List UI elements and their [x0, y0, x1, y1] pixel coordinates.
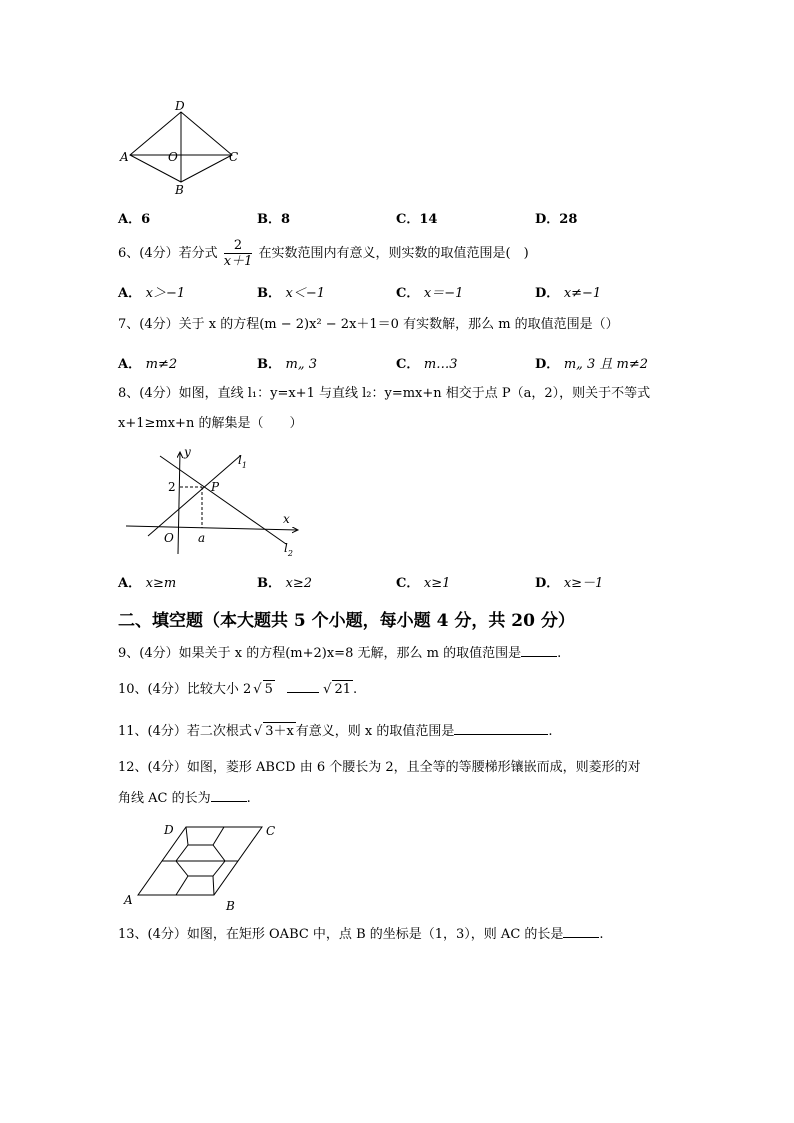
label-a: a: [198, 531, 206, 545]
label-C: C: [229, 150, 239, 164]
question-9: 9、(4分）如果关于 x 的方程(m+2)x=8 无解，那么 m 的取值范围是 .: [118, 646, 562, 661]
label-P: P: [211, 480, 220, 494]
label-C: C: [266, 824, 276, 838]
question-7: 7、(4分）关于 x 的方程(m − 2)x² − 2x＋1＝0 有实数解，那么 m 的取值范围是（）: [118, 317, 619, 332]
label-A: A: [120, 150, 129, 164]
label-O: O: [168, 150, 178, 164]
q8-option-a: A． x≥m: [118, 576, 177, 591]
q5-option-a: A．6: [118, 212, 151, 227]
question-8-line1: 8、(4分）如图，直线 l₁：y=x+1 与直线 l₂：y=mx+n 相交于点 P（a，2），则关于不等式: [118, 386, 651, 401]
question-11: 11、(4分）若二次根式 √ 3＋x 有意义，则 x 的取值范围是 .: [118, 724, 553, 739]
label-y-axis: y: [184, 445, 191, 459]
q7-option-a: A． m≠2: [118, 357, 178, 372]
q8-option-c: C． x≥1: [396, 576, 451, 591]
q7-option-c: C． m…3: [396, 357, 458, 372]
lines-figure: [118, 444, 308, 564]
question-6: 6、(4分）若分式 $\frac{2}{x+1}$ 在实数范围内有意义，则实数的取值范围是( ): [118, 238, 529, 269]
q8-option-b: B． x≥2: [257, 576, 313, 591]
label-l2: $l_2$: [284, 541, 293, 558]
label-O: O: [164, 531, 174, 545]
question-8-line2: x+1≥mx+n 的解集是（ ）: [118, 416, 303, 431]
q5-option-b: B．8: [257, 212, 291, 227]
label-B: B: [175, 183, 184, 196]
label-D: D: [175, 99, 185, 113]
label-two: 2: [168, 480, 176, 494]
rhombus-figure: [118, 98, 248, 196]
q6-fraction: $\frac{2}{x+1}$: [223, 238, 253, 269]
question-13: 13、(4分）如图，在矩形 OABC 中，点 B 的坐标是（1，3），则 AC 的长是 .: [118, 927, 604, 942]
q5-option-d: D．28: [535, 212, 578, 227]
q6-option-c: C． x＝−1: [396, 286, 464, 301]
tiling-figure: [118, 818, 288, 914]
q8-option-d: D． x≥－1: [535, 576, 604, 591]
label-l1: $l_1$: [238, 453, 247, 470]
question-12-line2: 角线 AC 的长为 .: [118, 791, 251, 806]
q7-option-b: B． m„ 3: [257, 357, 317, 372]
q5-option-c: C．14: [396, 212, 438, 227]
q6-option-d: D． x≠−1: [535, 286, 602, 301]
label-A: A: [124, 893, 133, 907]
label-B: B: [226, 899, 235, 913]
section-2-title: 二、填空题（本大题共 5 个小题，每小题 4 分，共 20 分）: [118, 611, 575, 631]
q7-option-d: D． m„ 3 且 m≠2: [535, 357, 649, 372]
label-D: D: [164, 823, 174, 837]
question-10: 10、(4分）比较大小 2 √ 5 √ 21 .: [118, 682, 358, 697]
question-12-line1: 12、(4分）如图，菱形 ABCD 由 6 个腰长为 2，且全等的等腰梯形镶嵌而成，则菱形的对: [118, 760, 641, 775]
label-x-axis: x: [283, 512, 290, 526]
q6-option-a: A． x＞−1: [118, 286, 186, 301]
q6-option-b: B． x＜−1: [257, 286, 326, 301]
